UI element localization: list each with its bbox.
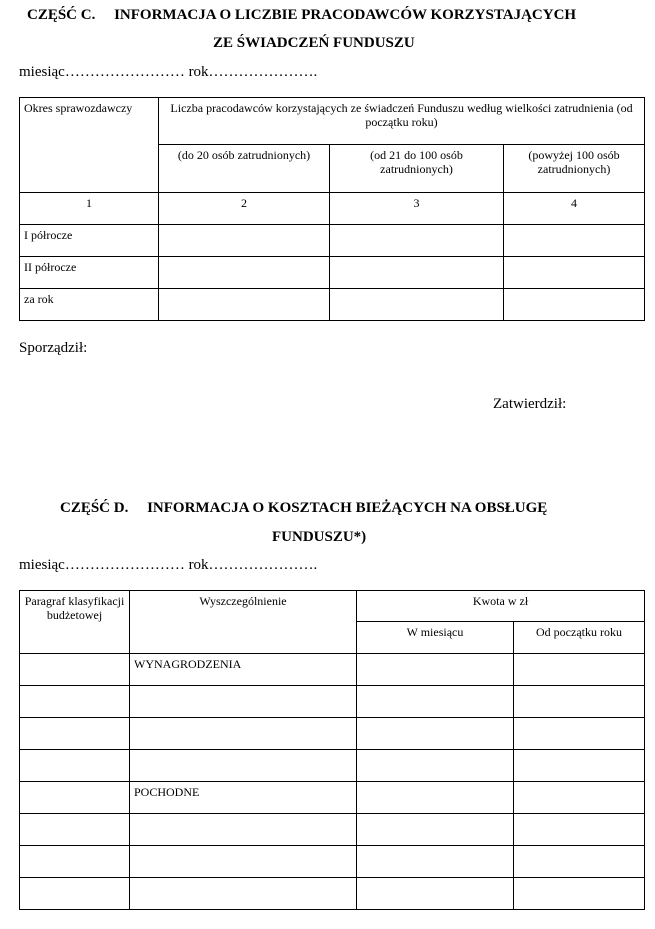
data-cell[interactable]	[357, 814, 514, 846]
row-label: I półrocze	[20, 225, 159, 257]
header-specification: Wyszczególnienie	[130, 591, 357, 654]
specification-cell	[130, 878, 357, 910]
part-d-title-line1: CZĘŚĆ D. INFORMACJA O KOSZTACH BIEŻĄCYCH NA OBSŁUGĘ	[60, 500, 548, 516]
table-row	[20, 686, 645, 718]
table-row	[20, 654, 645, 686]
data-cell[interactable]	[357, 750, 514, 782]
prepared-by-label: Sporządził:	[19, 340, 88, 356]
data-cell[interactable]	[514, 686, 645, 718]
part-d-title-line2: FUNDUSZU*)	[272, 529, 367, 545]
header-budget-paragraph: Paragraf klasyfikacji budżetowej	[20, 591, 130, 654]
data-cell[interactable]	[504, 289, 645, 321]
header-reporting-period: Okres sprawozdawczy	[20, 98, 159, 193]
header-employers-group: Liczba pracodawców korzystających ze świadczeń Funduszu według wielkości zatrudnienia (od początku roku)	[159, 98, 645, 145]
table-row	[20, 750, 645, 782]
data-cell[interactable]	[330, 289, 504, 321]
data-cell[interactable]	[514, 782, 645, 814]
specification-cell: POCHODNE	[130, 782, 357, 814]
data-cell[interactable]	[20, 782, 130, 814]
specification-cell	[130, 718, 357, 750]
data-cell[interactable]	[357, 782, 514, 814]
specification-cell	[130, 814, 357, 846]
part-c-table	[19, 97, 645, 321]
column-number: 2	[159, 193, 330, 225]
data-cell[interactable]	[357, 718, 514, 750]
data-cell[interactable]	[504, 257, 645, 289]
part-d-table	[19, 590, 645, 910]
part-c-title-line2: ZE ŚWIADCZEŃ FUNDUSZU	[213, 35, 415, 51]
data-cell[interactable]	[357, 654, 514, 686]
data-cell[interactable]	[514, 750, 645, 782]
table-row	[20, 846, 645, 878]
data-cell[interactable]	[159, 225, 330, 257]
table-row	[20, 782, 645, 814]
data-cell[interactable]	[514, 654, 645, 686]
specification-cell	[130, 686, 357, 718]
data-cell[interactable]	[357, 686, 514, 718]
header-over-100: (powyżej 100 osób zatrudnionych)	[504, 145, 645, 193]
header-year-to-date: Od początku roku	[514, 622, 645, 654]
table-row	[20, 878, 645, 910]
column-number: 1	[20, 193, 159, 225]
data-cell[interactable]	[514, 718, 645, 750]
table-row	[20, 718, 645, 750]
data-cell[interactable]	[20, 846, 130, 878]
data-cell[interactable]	[20, 686, 130, 718]
header-21-to-100: (od 21 do 100 osób zatrudnionych)	[330, 145, 504, 193]
data-cell[interactable]	[20, 654, 130, 686]
header-amount: Kwota w zł	[357, 591, 645, 622]
table-row	[20, 289, 645, 321]
part-c-month-year-line: miesiąc…………………… rok………………….	[19, 64, 318, 80]
row-label: za rok	[20, 289, 159, 321]
data-cell[interactable]	[514, 846, 645, 878]
data-cell[interactable]	[357, 878, 514, 910]
table-row	[20, 814, 645, 846]
specification-cell: WYNAGRODZENIA	[130, 654, 357, 686]
column-number: 4	[504, 193, 645, 225]
data-cell[interactable]	[159, 289, 330, 321]
data-cell[interactable]	[504, 225, 645, 257]
data-cell[interactable]	[20, 878, 130, 910]
approved-by-label: Zatwierdził:	[493, 396, 567, 412]
row-label: II półrocze	[20, 257, 159, 289]
header-up-to-20: (do 20 osób zatrudnionych)	[159, 145, 330, 193]
table-row	[20, 225, 645, 257]
header-in-month: W miesiącu	[357, 622, 514, 654]
part-c-title-line1: CZĘŚĆ C. INFORMACJA O LICZBIE PRACODAWCÓW KORZYSTAJĄCYCH	[27, 7, 577, 23]
specification-cell	[130, 846, 357, 878]
data-cell[interactable]	[514, 814, 645, 846]
data-cell[interactable]	[330, 257, 504, 289]
data-cell[interactable]	[514, 878, 645, 910]
data-cell[interactable]	[357, 846, 514, 878]
data-cell[interactable]	[20, 750, 130, 782]
data-cell[interactable]	[20, 814, 130, 846]
data-cell[interactable]	[330, 225, 504, 257]
data-cell[interactable]	[20, 718, 130, 750]
column-number: 3	[330, 193, 504, 225]
specification-cell	[130, 750, 357, 782]
part-d-month-year-line: miesiąc…………………… rok………………….	[19, 557, 318, 573]
data-cell[interactable]	[159, 257, 330, 289]
table-row	[20, 257, 645, 289]
